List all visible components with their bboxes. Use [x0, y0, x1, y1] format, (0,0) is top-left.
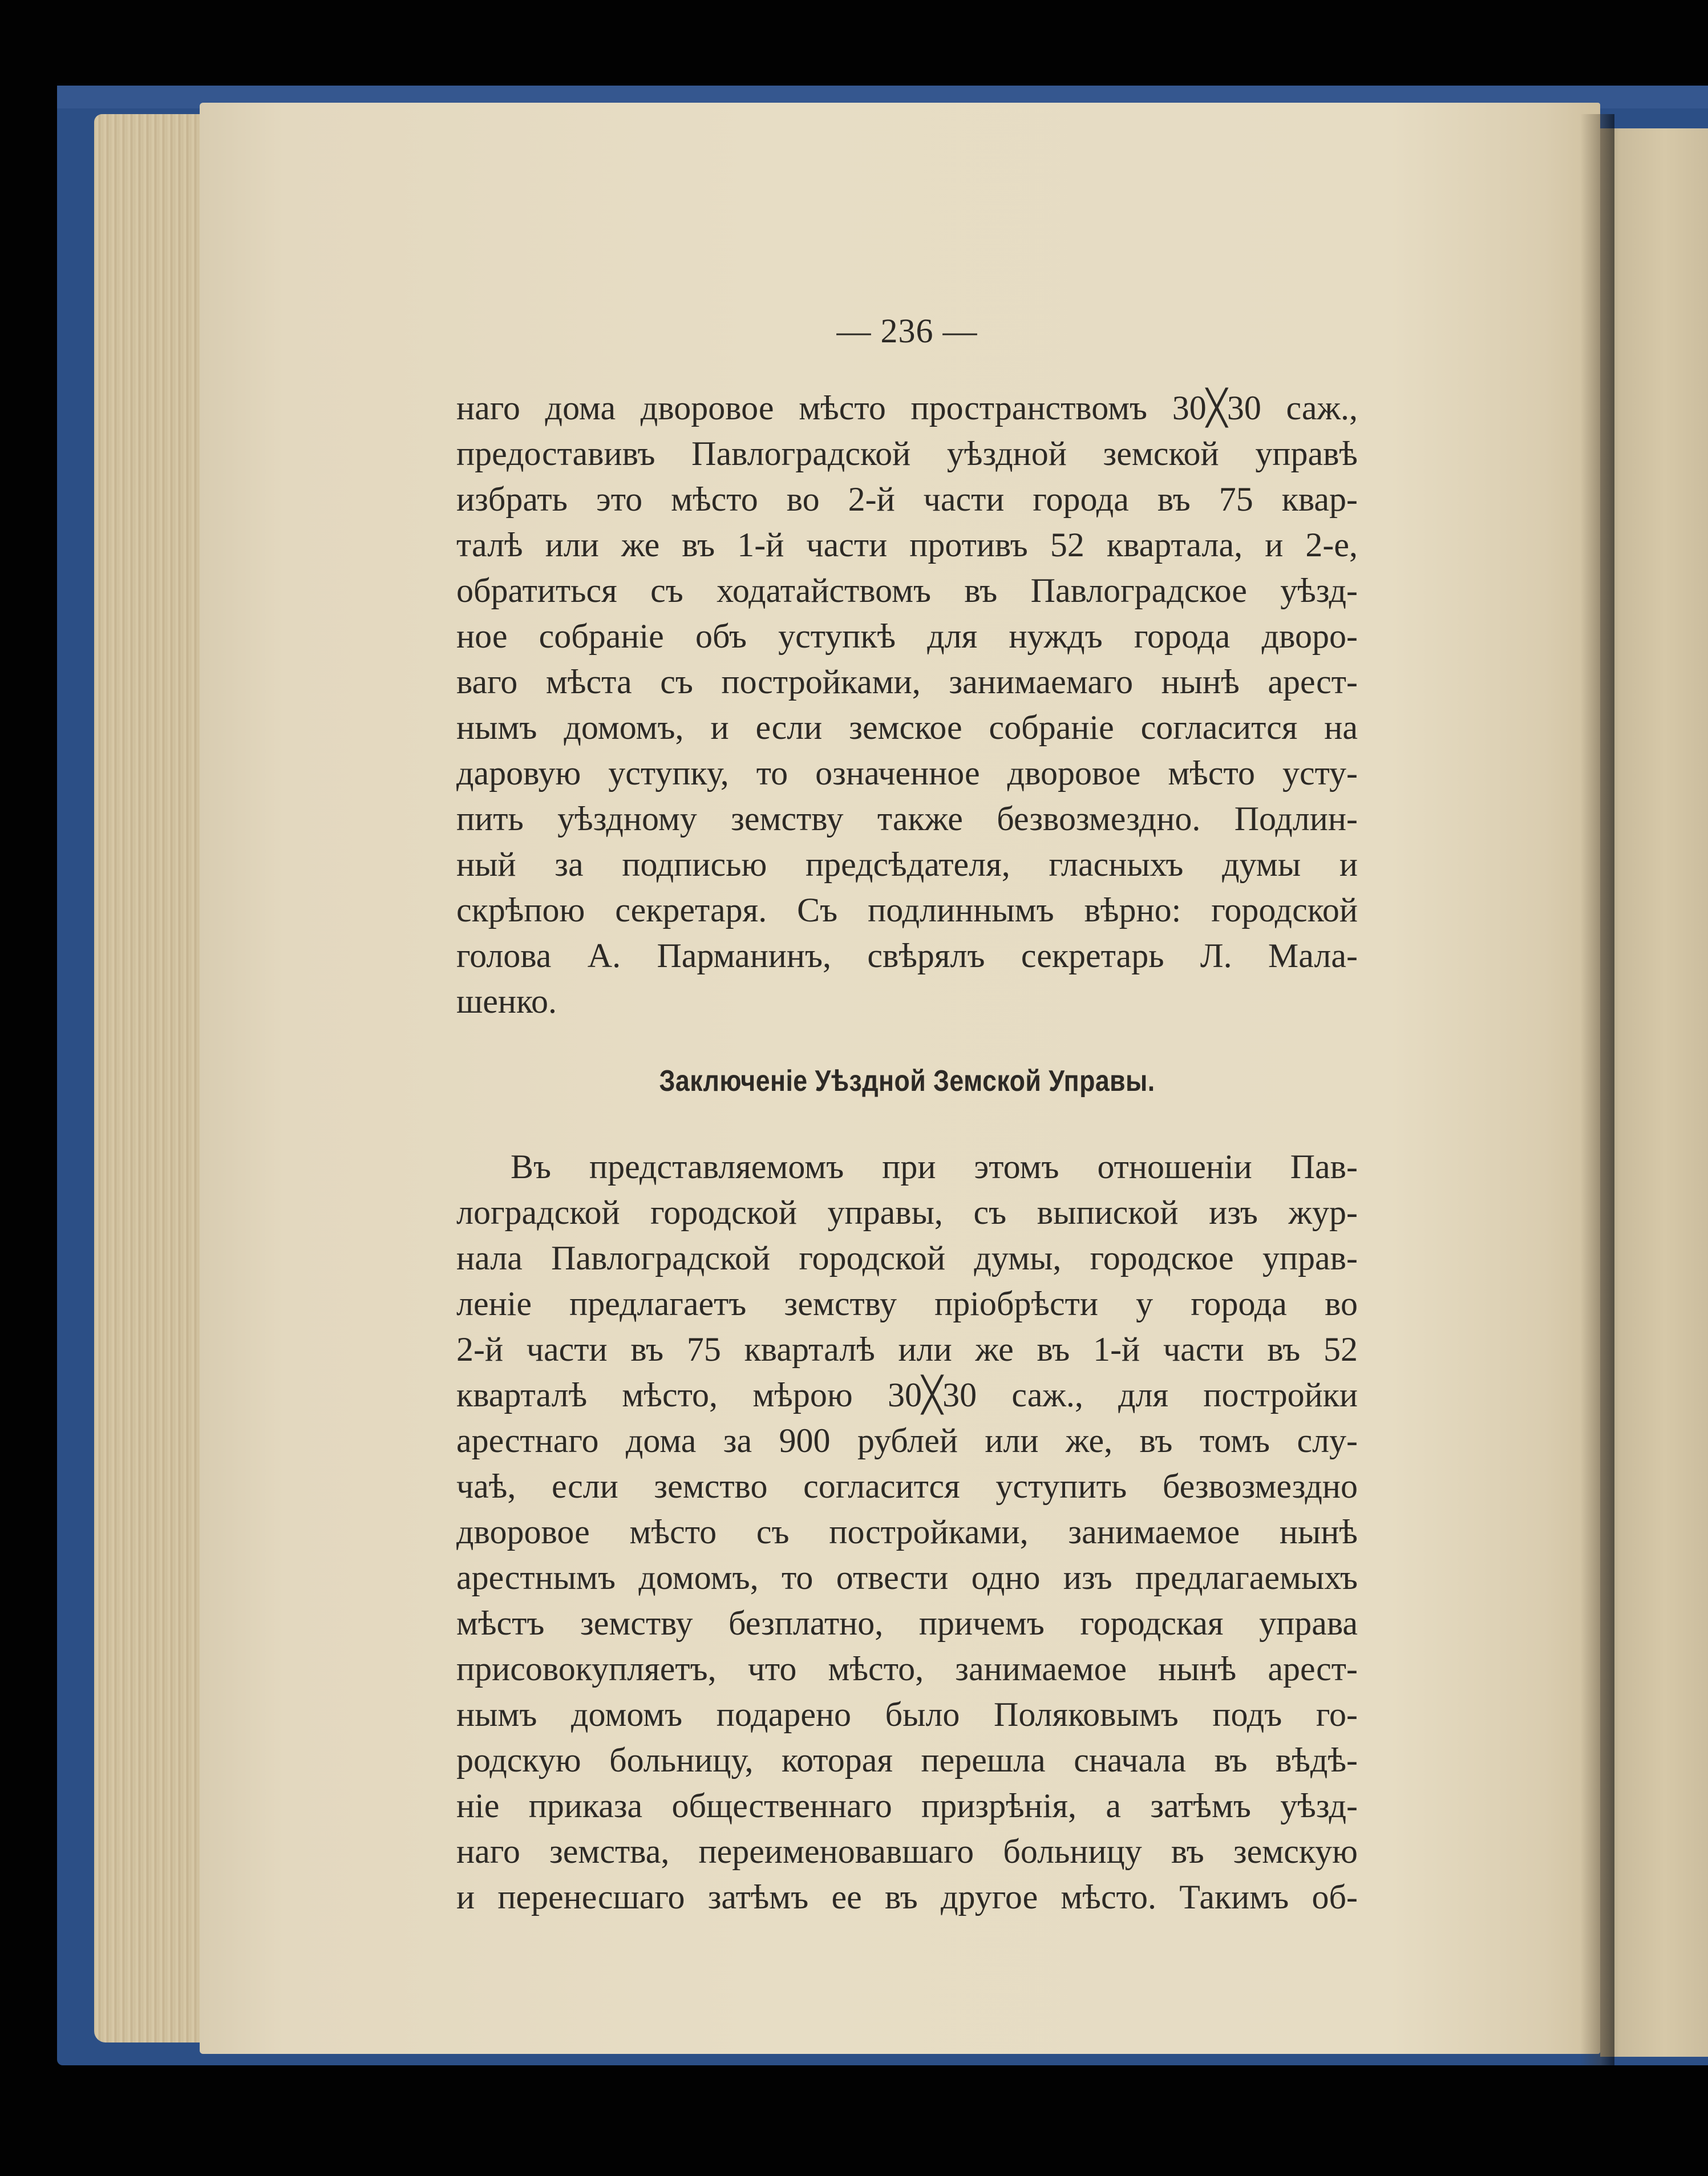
text-line: нала Павлоградской городской думы, городское управ- — [456, 1239, 1358, 1277]
text-line: нымъ домомъ, и если земское собраніе согласится на — [456, 709, 1358, 746]
facing-page — [1600, 128, 1708, 2057]
text-line: и перенесшаго затѣмъ ее въ другое мѣсто. Такимъ об- — [456, 1878, 1358, 1916]
text-line: обратиться съ ходатайствомъ въ Павлоградское уѣзд- — [456, 572, 1358, 609]
text-line: дворовое мѣсто съ постройками, занимаемое нынѣ — [456, 1513, 1358, 1551]
page-number: — 236 — — [836, 312, 978, 350]
text-line: наго дома дворовое мѣсто пространствомъ 30╳30 саж., — [456, 389, 1358, 427]
text-line: шенко. — [456, 982, 557, 1020]
text-line: леніе предлагаетъ земству пріобрѣсти у города во — [456, 1285, 1358, 1322]
text-line: даровую уступку, то означенное дворовое мѣсто усту- — [456, 754, 1358, 792]
page-text-block — [456, 308, 1358, 1920]
text-line: 2-й части въ 75 кварталѣ или же въ 1-й части въ 52 — [456, 1330, 1358, 1368]
page-gutter-shadow — [1580, 114, 1614, 2065]
text-line: избрать это мѣсто во 2-й части города въ 75 квар- — [456, 480, 1358, 518]
paragraph-2 — [456, 1144, 1358, 1920]
text-line: скрѣпою секретаря. Съ подлиннымъ вѣрно: городской — [456, 891, 1358, 929]
text-line: лоградской городской управы, съ выпиской изъ жур- — [456, 1194, 1358, 1231]
text-line: родскую больницу, которая перешла сначала въ вѣдѣ- — [456, 1741, 1358, 1779]
text-line: арестнымъ домомъ, то отвести одно изъ предлагаемыхъ — [456, 1559, 1358, 1596]
paragraph-1 — [456, 385, 1358, 1024]
text-line: пить уѣздному земству также безвозмездно. Подлин- — [456, 800, 1358, 838]
section-heading: Заключеніе Уѣздной Земской Управы. — [659, 1065, 1155, 1098]
text-line: присовокупляетъ, что мѣсто, занимаемое нынѣ арест- — [456, 1650, 1358, 1688]
text-line: наго земства, переименовавшаго больницу въ земскую — [456, 1833, 1358, 1870]
text-line: ный за подписью предсѣдателя, гласныхъ думы и — [456, 846, 1358, 883]
text-line: чаѣ, если земство согласится уступить безвозмездно — [456, 1467, 1358, 1505]
text-line: ное собраніе объ уступкѣ для нуждъ города дворо- — [456, 617, 1358, 655]
text-line: талѣ или же въ 1-й части противъ 52 квартала, и 2-е, — [456, 526, 1358, 564]
text-line: Въ представляемомъ при этомъ отношеніи Пав- — [511, 1148, 1358, 1186]
text-line: голова А. Парманинъ, свѣрялъ секретарь Л. Мала- — [456, 937, 1358, 974]
text-line: ніе приказа общественнаго призрѣнія, а затѣмъ уѣзд- — [456, 1787, 1358, 1825]
text-line: ваго мѣста съ постройками, занимаемаго нынѣ арест- — [456, 663, 1358, 701]
text-line: нымъ домомъ подарено было Поляковымъ подъ го- — [456, 1696, 1358, 1733]
text-line: кварталѣ мѣсто, мѣрою 30╳30 саж., для постройки — [456, 1376, 1358, 1414]
text-line: арестнаго дома за 900 рублей или же, въ томъ слу- — [456, 1422, 1358, 1459]
text-line: предоставивъ Павлоградской уѣздной земской управѣ — [456, 435, 1358, 472]
text-line: мѣстъ земству безплатно, причемъ городская управа — [456, 1604, 1358, 1642]
